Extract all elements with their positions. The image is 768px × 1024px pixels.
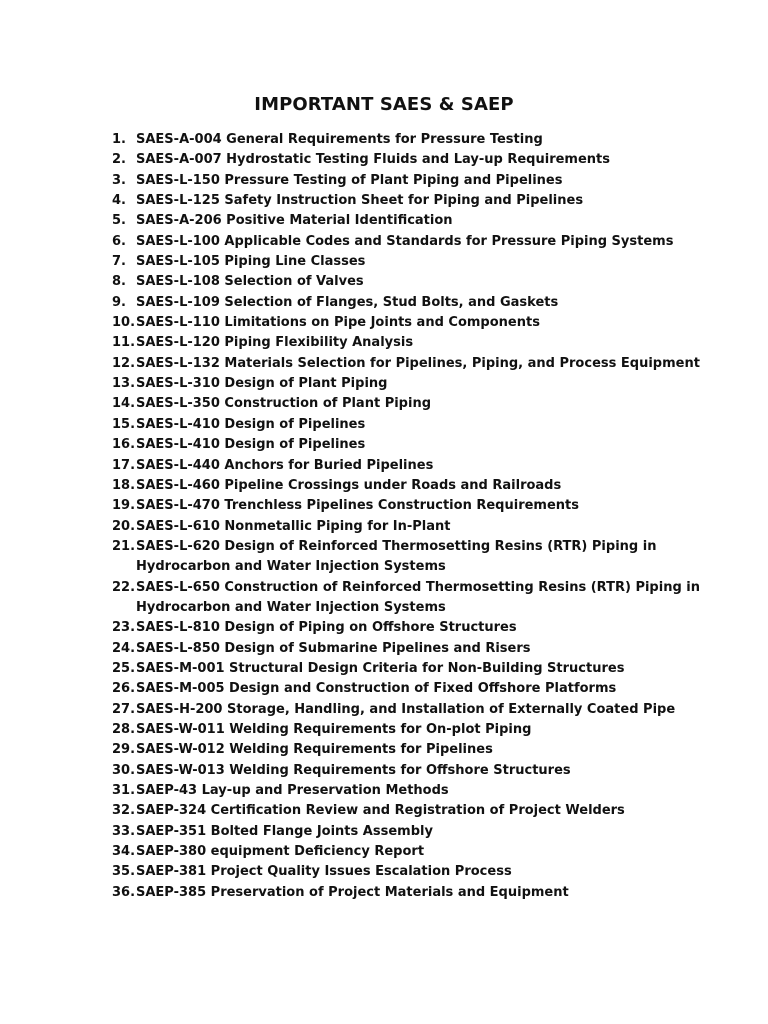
list-item-line: SAES-L-350 Construction of Plant Piping: [136, 396, 432, 412]
list-item-number: 10.: [112, 315, 136, 331]
list-item-number: 5.: [112, 213, 126, 229]
list-item: [112, 537, 712, 578]
list-item: [112, 435, 712, 455]
list-item-line: SAES-L-470 Trenchless Pipelines Construction Requirements: [136, 498, 579, 514]
list-item: [112, 150, 712, 170]
list-item-line: SAES-L-150 Pressure Testing of Plant Piping and Pipelines: [136, 172, 563, 188]
list-item-line: SAES-W-013 Welding Requirements for Offshore Structures: [136, 762, 571, 778]
list-item-number: 2.: [112, 152, 126, 168]
list-item-text: [136, 639, 712, 659]
list-item-number: 23.: [112, 620, 136, 636]
list-item-text: [136, 415, 712, 435]
list-item-line: SAES-L-105 Piping Line Classes: [136, 254, 366, 270]
list-item-text: [136, 354, 712, 374]
list-item-line: SAES-L-650 Construction of Reinforced Thermosetting Resins (RTR) Piping in: [136, 579, 700, 595]
list-item: [112, 842, 712, 862]
list-item-line: SAES-A-004 General Requirements for Pressure Testing: [136, 132, 543, 147]
list-item-line: SAES-L-125 Safety Instruction Sheet for Piping and Pipelines: [136, 193, 584, 209]
list-item-line: SAES-L-108 Selection of Valves: [136, 274, 364, 290]
list-item-number: 20.: [112, 518, 136, 534]
list-item-number: 21.: [112, 538, 136, 554]
list-item-text: [136, 374, 712, 394]
list-item-number: 32.: [112, 803, 136, 819]
standards-list: [112, 130, 712, 903]
list-item: [112, 700, 712, 720]
list-item: [112, 618, 712, 638]
list-item: [112, 130, 712, 150]
list-item-text: [136, 456, 712, 476]
list-item-number: 33.: [112, 823, 136, 839]
list-item: [112, 801, 712, 821]
list-item-line: SAES-M-005 Design and Construction of Fixed Offshore Platforms: [136, 681, 617, 697]
list-item-text: [136, 394, 712, 414]
list-item-text: [136, 476, 712, 496]
list-item-text: [136, 862, 712, 882]
list-item-text: [136, 272, 712, 292]
list-item: [112, 862, 712, 882]
list-item-text: [136, 883, 712, 903]
list-item-text: [136, 211, 712, 231]
list-item: [112, 211, 712, 231]
list-item-line: SAES-L-460 Pipeline Crossings under Roads and Railroads: [136, 477, 562, 493]
list-item-line: SAES-L-100 Applicable Codes and Standards for Pressure Piping Systems: [136, 233, 674, 249]
list-item: [112, 781, 712, 801]
list-item-number: 11.: [112, 335, 136, 351]
list-item: [112, 761, 712, 781]
list-item-line: Hydrocarbon and Water Injection Systems: [136, 559, 446, 575]
document-title: IMPORTANT SAES & SAEP: [254, 94, 514, 115]
list-item-line: SAEP-324 Certification Review and Registration of Project Welders: [136, 803, 625, 819]
list-item: [112, 883, 712, 903]
list-item-number: 9.: [112, 294, 126, 310]
list-item: [112, 740, 712, 760]
list-item: [112, 354, 712, 374]
list-item-line: SAEP-380 equipment Deficiency Report: [136, 844, 425, 860]
list-item-number: 14.: [112, 396, 136, 412]
list-item-number: 7.: [112, 254, 126, 270]
list-item: [112, 293, 712, 313]
list-item-number: 8.: [112, 274, 126, 290]
list-item-number: 26.: [112, 681, 136, 697]
list-item-number: 24.: [112, 640, 136, 656]
list-item-number: 30.: [112, 762, 136, 778]
list-item-text: [136, 761, 712, 781]
list-item: [112, 171, 712, 191]
list-item-line: Hydrocarbon and Water Injection Systems: [136, 599, 446, 615]
list-item-text: [136, 842, 712, 862]
list-item: [112, 232, 712, 252]
list-item-number: 19.: [112, 498, 136, 514]
list-item-number: 25.: [112, 660, 136, 676]
list-item-text: [136, 781, 712, 801]
list-item-text: [136, 171, 712, 191]
list-item-text: [136, 700, 712, 720]
list-item-text: [136, 822, 712, 842]
list-item: [112, 456, 712, 476]
list-item-text: [136, 252, 712, 272]
list-item-line: SAEP-43 Lay-up and Preservation Methods: [136, 783, 449, 798]
list-item-line: SAES-L-440 Anchors for Buried Pipelines: [136, 457, 434, 473]
list-item-number: 18.: [112, 477, 136, 493]
list-item-line: SAEP-351 Bolted Flange Joints Assembly: [136, 823, 433, 839]
list-item-text: [136, 150, 712, 170]
list-item-line: SAES-M-001 Structural Design Criteria for Non-Building Structures: [136, 660, 625, 676]
list-item-line: SAES-L-110 Limitations on Pipe Joints and Components: [136, 315, 540, 331]
list-item-line: SAES-L-410 Design of Pipelines: [136, 416, 366, 432]
list-item-line: SAES-L-850 Design of Submarine Pipelines and Risers: [136, 640, 531, 656]
list-item-number: 34.: [112, 844, 136, 860]
list-item-number: 22.: [112, 579, 136, 595]
list-item-line: SAES-L-610 Nonmetallic Piping for In-Plant: [136, 518, 451, 534]
list-item-line: SAES-A-206 Positive Material Identification: [136, 213, 453, 229]
list-item-line: SAES-L-810 Design of Piping on Offshore Structures: [136, 620, 517, 636]
list-item-text: [136, 435, 712, 455]
list-item-text: [136, 679, 712, 699]
list-item: [112, 517, 712, 537]
list-item: [112, 333, 712, 353]
list-item-text: [136, 333, 712, 353]
list-item-line: SAES-L-410 Design of Pipelines: [136, 437, 366, 453]
list-item: [112, 679, 712, 699]
list-item-number: 29.: [112, 742, 136, 758]
list-item-line: SAEP-381 Project Quality Issues Escalation Process: [136, 864, 512, 880]
list-item-text: [136, 578, 712, 619]
list-item-number: 27.: [112, 701, 136, 717]
list-item-text: [136, 740, 712, 760]
list-item-text: [136, 720, 712, 740]
list-item-line: SAES-L-109 Selection of Flanges, Stud Bolts, and Gaskets: [136, 294, 559, 310]
list-item-text: [136, 232, 712, 252]
list-item-number: 31.: [112, 783, 136, 798]
list-item-number: 28.: [112, 721, 136, 737]
list-item-number: 6.: [112, 233, 126, 249]
list-item: [112, 639, 712, 659]
list-item-number: 1.: [112, 132, 126, 147]
list-item-number: 15.: [112, 416, 136, 432]
list-item: [112, 720, 712, 740]
list-item-line: SAEP-385 Preservation of Project Materials and Equipment: [136, 884, 569, 900]
list-item-text: [136, 537, 712, 578]
list-item-text: [136, 496, 712, 516]
list-item-text: [136, 130, 712, 150]
list-item: [112, 659, 712, 679]
list-item: [112, 476, 712, 496]
list-item-text: [136, 618, 712, 638]
list-item: [112, 578, 712, 619]
list-item-number: 17.: [112, 457, 136, 473]
list-item-line: SAES-W-012 Welding Requirements for Pipelines: [136, 742, 493, 758]
list-item-number: 36.: [112, 884, 136, 900]
list-item: [112, 415, 712, 435]
list-item: [112, 394, 712, 414]
list-item: [112, 313, 712, 333]
list-item-line: SAES-L-620 Design of Reinforced Thermosetting Resins (RTR) Piping in: [136, 538, 657, 554]
list-item-number: 3.: [112, 172, 126, 188]
list-item-text: [136, 801, 712, 821]
list-item: [112, 822, 712, 842]
list-item-text: [136, 313, 712, 333]
list-item: [112, 496, 712, 516]
list-item-text: [136, 191, 712, 211]
list-item-text: [136, 293, 712, 313]
list-item: [112, 272, 712, 292]
list-item-line: SAES-L-120 Piping Flexibility Analysis: [136, 335, 414, 351]
list-item: [112, 374, 712, 394]
list-item-line: SAES-L-132 Materials Selection for Pipelines, Piping, and Process Equipment: [136, 355, 700, 371]
list-item: [112, 252, 712, 272]
list-item-line: SAES-L-310 Design of Plant Piping: [136, 376, 388, 392]
list-item-line: SAES-H-200 Storage, Handling, and Installation of Externally Coated Pipe: [136, 701, 676, 717]
list-item-number: 35.: [112, 864, 136, 880]
list-item-text: [136, 659, 712, 679]
list-item-number: 16.: [112, 437, 136, 453]
list-item-line: SAES-A-007 Hydrostatic Testing Fluids and Lay-up Requirements: [136, 152, 610, 168]
list-item-text: [136, 517, 712, 537]
list-item-line: SAES-W-011 Welding Requirements for On-plot Piping: [136, 721, 532, 737]
list-item-number: 12.: [112, 355, 136, 371]
list-item-number: 13.: [112, 376, 136, 392]
list-item: [112, 191, 712, 211]
list-item-number: 4.: [112, 193, 126, 209]
